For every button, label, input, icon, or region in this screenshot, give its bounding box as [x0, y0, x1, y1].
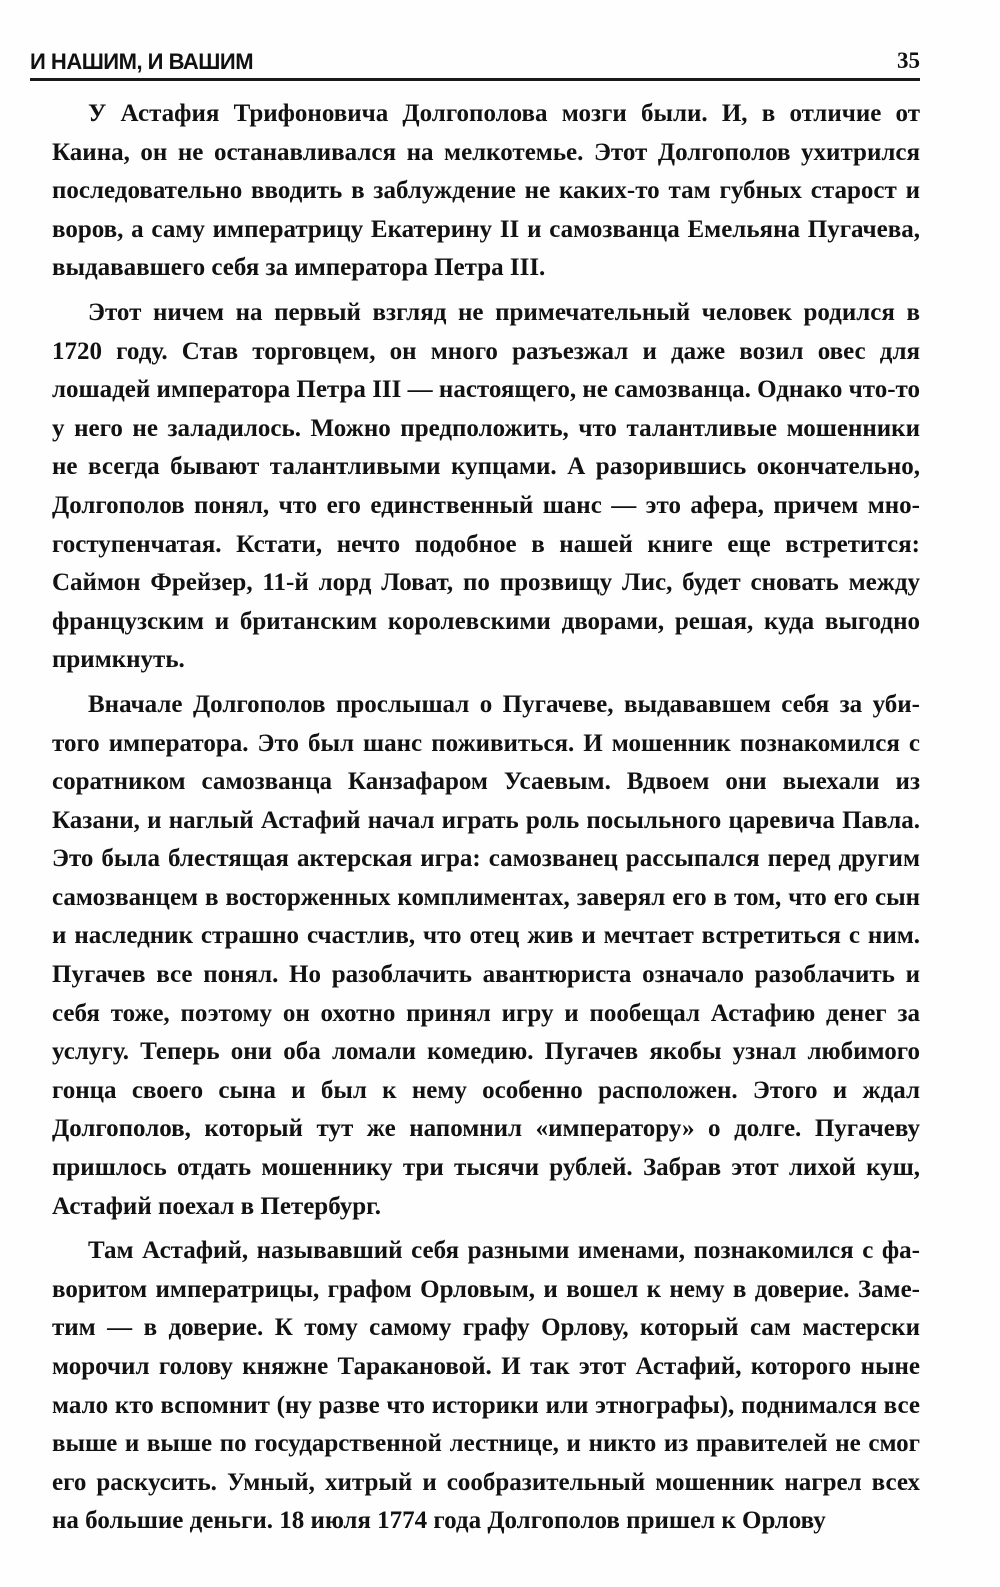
paragraph-4: Там Астафий, называвший себя разными именами, познакомился с фаворитом императрицы, графом Орловым, и вошел к нему в доверие. Заметим — в доверие. К тому самому графу Орлову, который сам мастерски морочил голову княжне Таракановой. И так этот Астафий, которого ныне мало кто вспомнит (ну разве что историки или этнографы), поднимался все выше и выше по государственной лестнице, и никто из правителей не смог его раскусить. Умный, хитрый и сообразительный мошенник нагрел всех на большие деньги. 18 июля 1774 года Долгополов пришел к Орлову [52, 1237, 920, 1535]
running-title: И НАШИМ, И ВАШИМ [30, 49, 254, 74]
paragraph-1: У Астафия Трифоновича Долгополова мозги были. И, в отличие от Каина, он не останавливался на мелкотемье. Этот Долгополов ухитрился последовательно вводить в заблуждение не каких-то там губных старост и воров, а саму императрицу Екатерину II и самозванца Емельяна Пугачева, выдававшего себя за императора Петра III. [52, 100, 920, 282]
paragraph-3: Вначале Долгополов прослышал о Пугачеве, выдававшем себя за убитого императора. Это был шанс поживиться. И мошенник познакомился с соратником самозванца Канзафаром Усаевым. Вдвоем они выехали из Казани, и наглый Астафий начал играть роль посыльного царевича Павла. Это была блестящая актерская игра: самозванец рассыпался перед другим самозванцем в восторженных комплиментах, заверял его в том, что его сын и наследник страшно счастлив, что отец жив и мечтает встретиться с ним. Пугачев все понял. Но разоблачить авантюриста означало разоблачить и себя тоже, поэтому он охотно принял игру и пообещал Астафию денег за услугу. Теперь они оба ломали комедию. Пугачев якобы узнал любимого гонца своего сына и был к нему особенно расположен. Этого и ждал Долгополов, который тут же напомнил «императору» о долге. Пугачеву пришлось отдать мошеннику три тысячи рублей. Забрав этот лихой куш, Астафий поехал в Петербург. [52, 690, 920, 1220]
body-text [52, 95, 920, 1547]
paragraph-2: Этот ничем на первый взгляд не примечательный человек родился в 1720 году. Став торговцем, он много разъезжал и даже возил овес для лошадей императора Петра III — настоящего, не самозванца. Однако что-то у него не заладилось. Можно предположить, что талантливые мошенники не всегда бывают талантливыми купцами. А разорившись окончательно, Долгополов понял, что его единственный шанс — это афера, причем многоступенчатая. Кстати, нечто подобное в нашей книге еще встретится: Саймон Фрейзер, 11-й лорд Ловат, по прозвищу Лис, будет сновать между французским и британским королевскими дворами, решая, куда выгодно примкнуть. [52, 298, 920, 674]
page-number: 35 [897, 48, 920, 73]
running-header [30, 42, 920, 81]
